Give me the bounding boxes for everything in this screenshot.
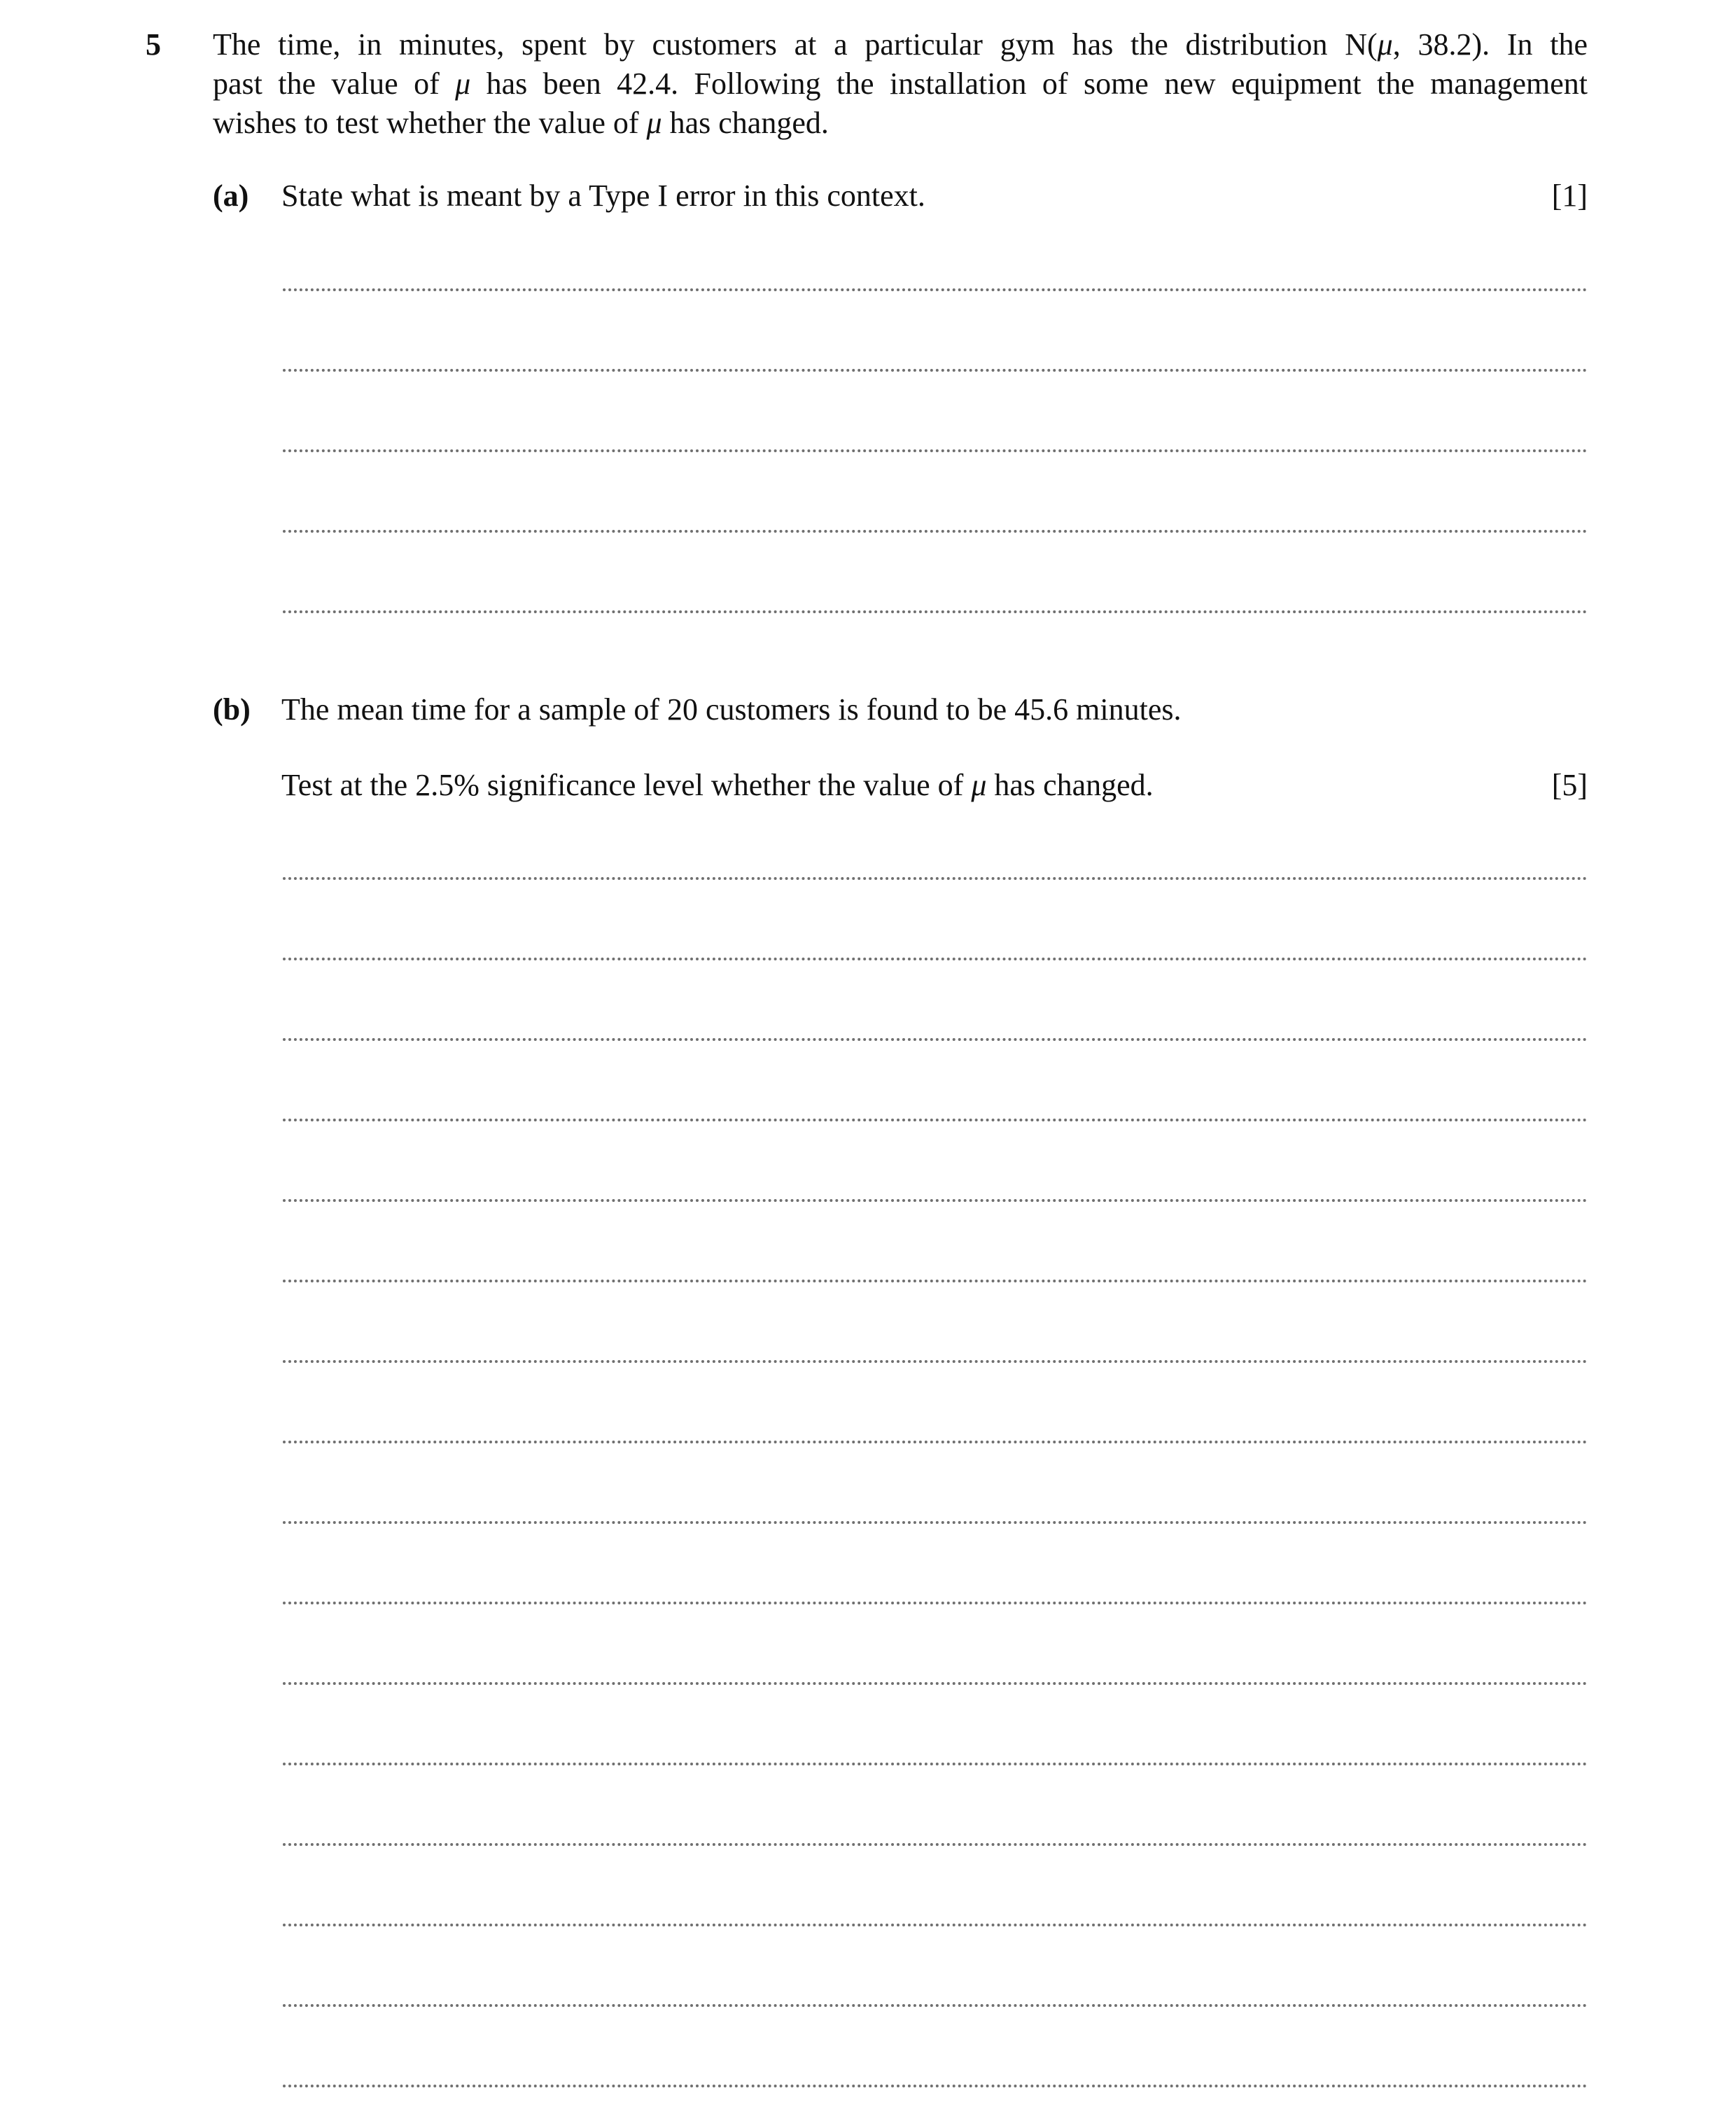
stem-line-1: The time, in minutes, spent by customers at a particular gym has the distribution N(μ, 38.2). In the: [213, 27, 1588, 62]
part-b-instruction: Test at the 2.5% significance level whether the value of μ has changed.: [281, 768, 1154, 802]
part-b-label: (b): [213, 692, 251, 727]
answer-line[interactable]: [283, 1843, 1588, 1846]
stem-line-2: past the value of μ has been 42.4. Following the installation of some new equipment the management: [213, 66, 1588, 101]
answer-line[interactable]: [283, 1360, 1588, 1363]
answer-line[interactable]: [283, 1521, 1588, 1524]
answer-line[interactable]: [283, 1682, 1588, 1685]
question-number: 5: [146, 27, 161, 62]
part-a-marks: [1]: [1551, 178, 1588, 213]
answer-line[interactable]: [283, 958, 1588, 960]
answer-line[interactable]: [283, 1441, 1588, 1443]
answer-line[interactable]: [283, 1119, 1588, 1121]
answer-line[interactable]: [283, 1038, 1588, 1041]
answer-line[interactable]: [283, 530, 1588, 533]
answer-line[interactable]: [283, 288, 1588, 291]
answer-line[interactable]: [283, 1280, 1588, 1282]
part-b-marks: [5]: [1551, 768, 1588, 802]
answer-line[interactable]: [283, 449, 1588, 452]
answer-line[interactable]: [283, 610, 1588, 613]
answer-line[interactable]: [283, 1602, 1588, 1604]
answer-line[interactable]: [283, 2085, 1588, 2087]
part-a-question: State what is meant by a Type I error in this context.: [281, 178, 925, 213]
answer-line[interactable]: [283, 877, 1588, 880]
stem-line-3: wishes to test whether the value of μ has changed.: [213, 106, 829, 140]
answer-line[interactable]: [283, 1924, 1588, 1926]
answer-line[interactable]: [283, 1199, 1588, 1202]
answer-line[interactable]: [283, 1763, 1588, 1765]
part-b-context: The mean time for a sample of 20 customers is found to be 45.6 minutes.: [281, 692, 1182, 727]
part-a-label: (a): [213, 178, 249, 213]
answer-line[interactable]: [283, 2004, 1588, 2007]
question-stem: [213, 25, 1588, 143]
answer-line[interactable]: [283, 369, 1588, 372]
